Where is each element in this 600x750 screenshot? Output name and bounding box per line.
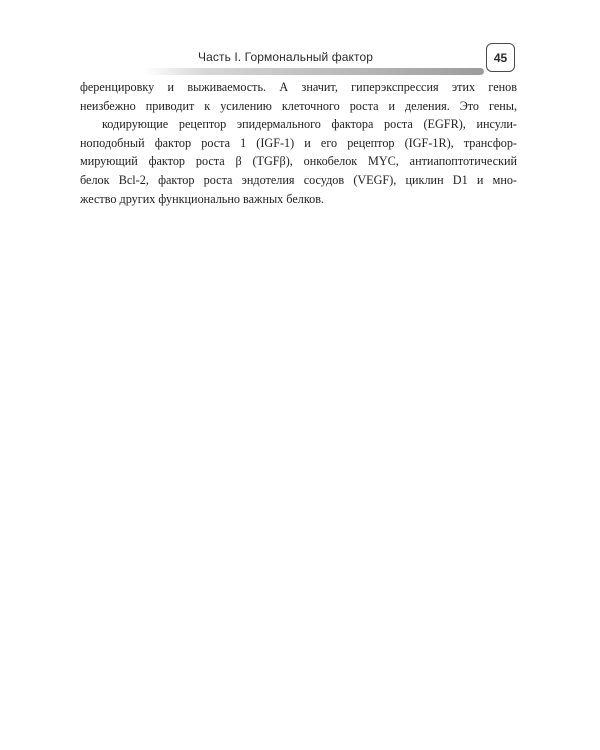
text-line: жество других функционально важных белков. bbox=[80, 191, 325, 206]
text-line: неизбежно приводит к усилению клеточного роста и деления. Это гены, bbox=[80, 98, 517, 113]
text-line: белок Bcl-2, фактор роста эндотелия сосудов (VEGF), циклин D1 и мно- bbox=[80, 172, 517, 187]
running-title: Часть I. Гормональный фактор bbox=[198, 50, 374, 64]
text-line: ноподобный фактор роста 1 (IGF-1) и его рецептор (IGF-1R), трансфор- bbox=[80, 135, 517, 150]
page-number-box bbox=[486, 43, 515, 72]
text-line: мирующий фактор роста β (TGFβ), онкобелок MYC, антиапоптотический bbox=[80, 154, 517, 169]
page-header bbox=[80, 43, 517, 73]
header-rule bbox=[144, 68, 484, 75]
page-number: 45 bbox=[493, 50, 508, 65]
body-paragraph bbox=[80, 78, 517, 208]
text-line: кодирующие рецептор эпидермального фактора роста (EGFR), инсули- bbox=[102, 117, 517, 132]
text-line: ференцировку и выживаемость. А значит, гиперэкспрессия этих генов bbox=[80, 80, 517, 94]
